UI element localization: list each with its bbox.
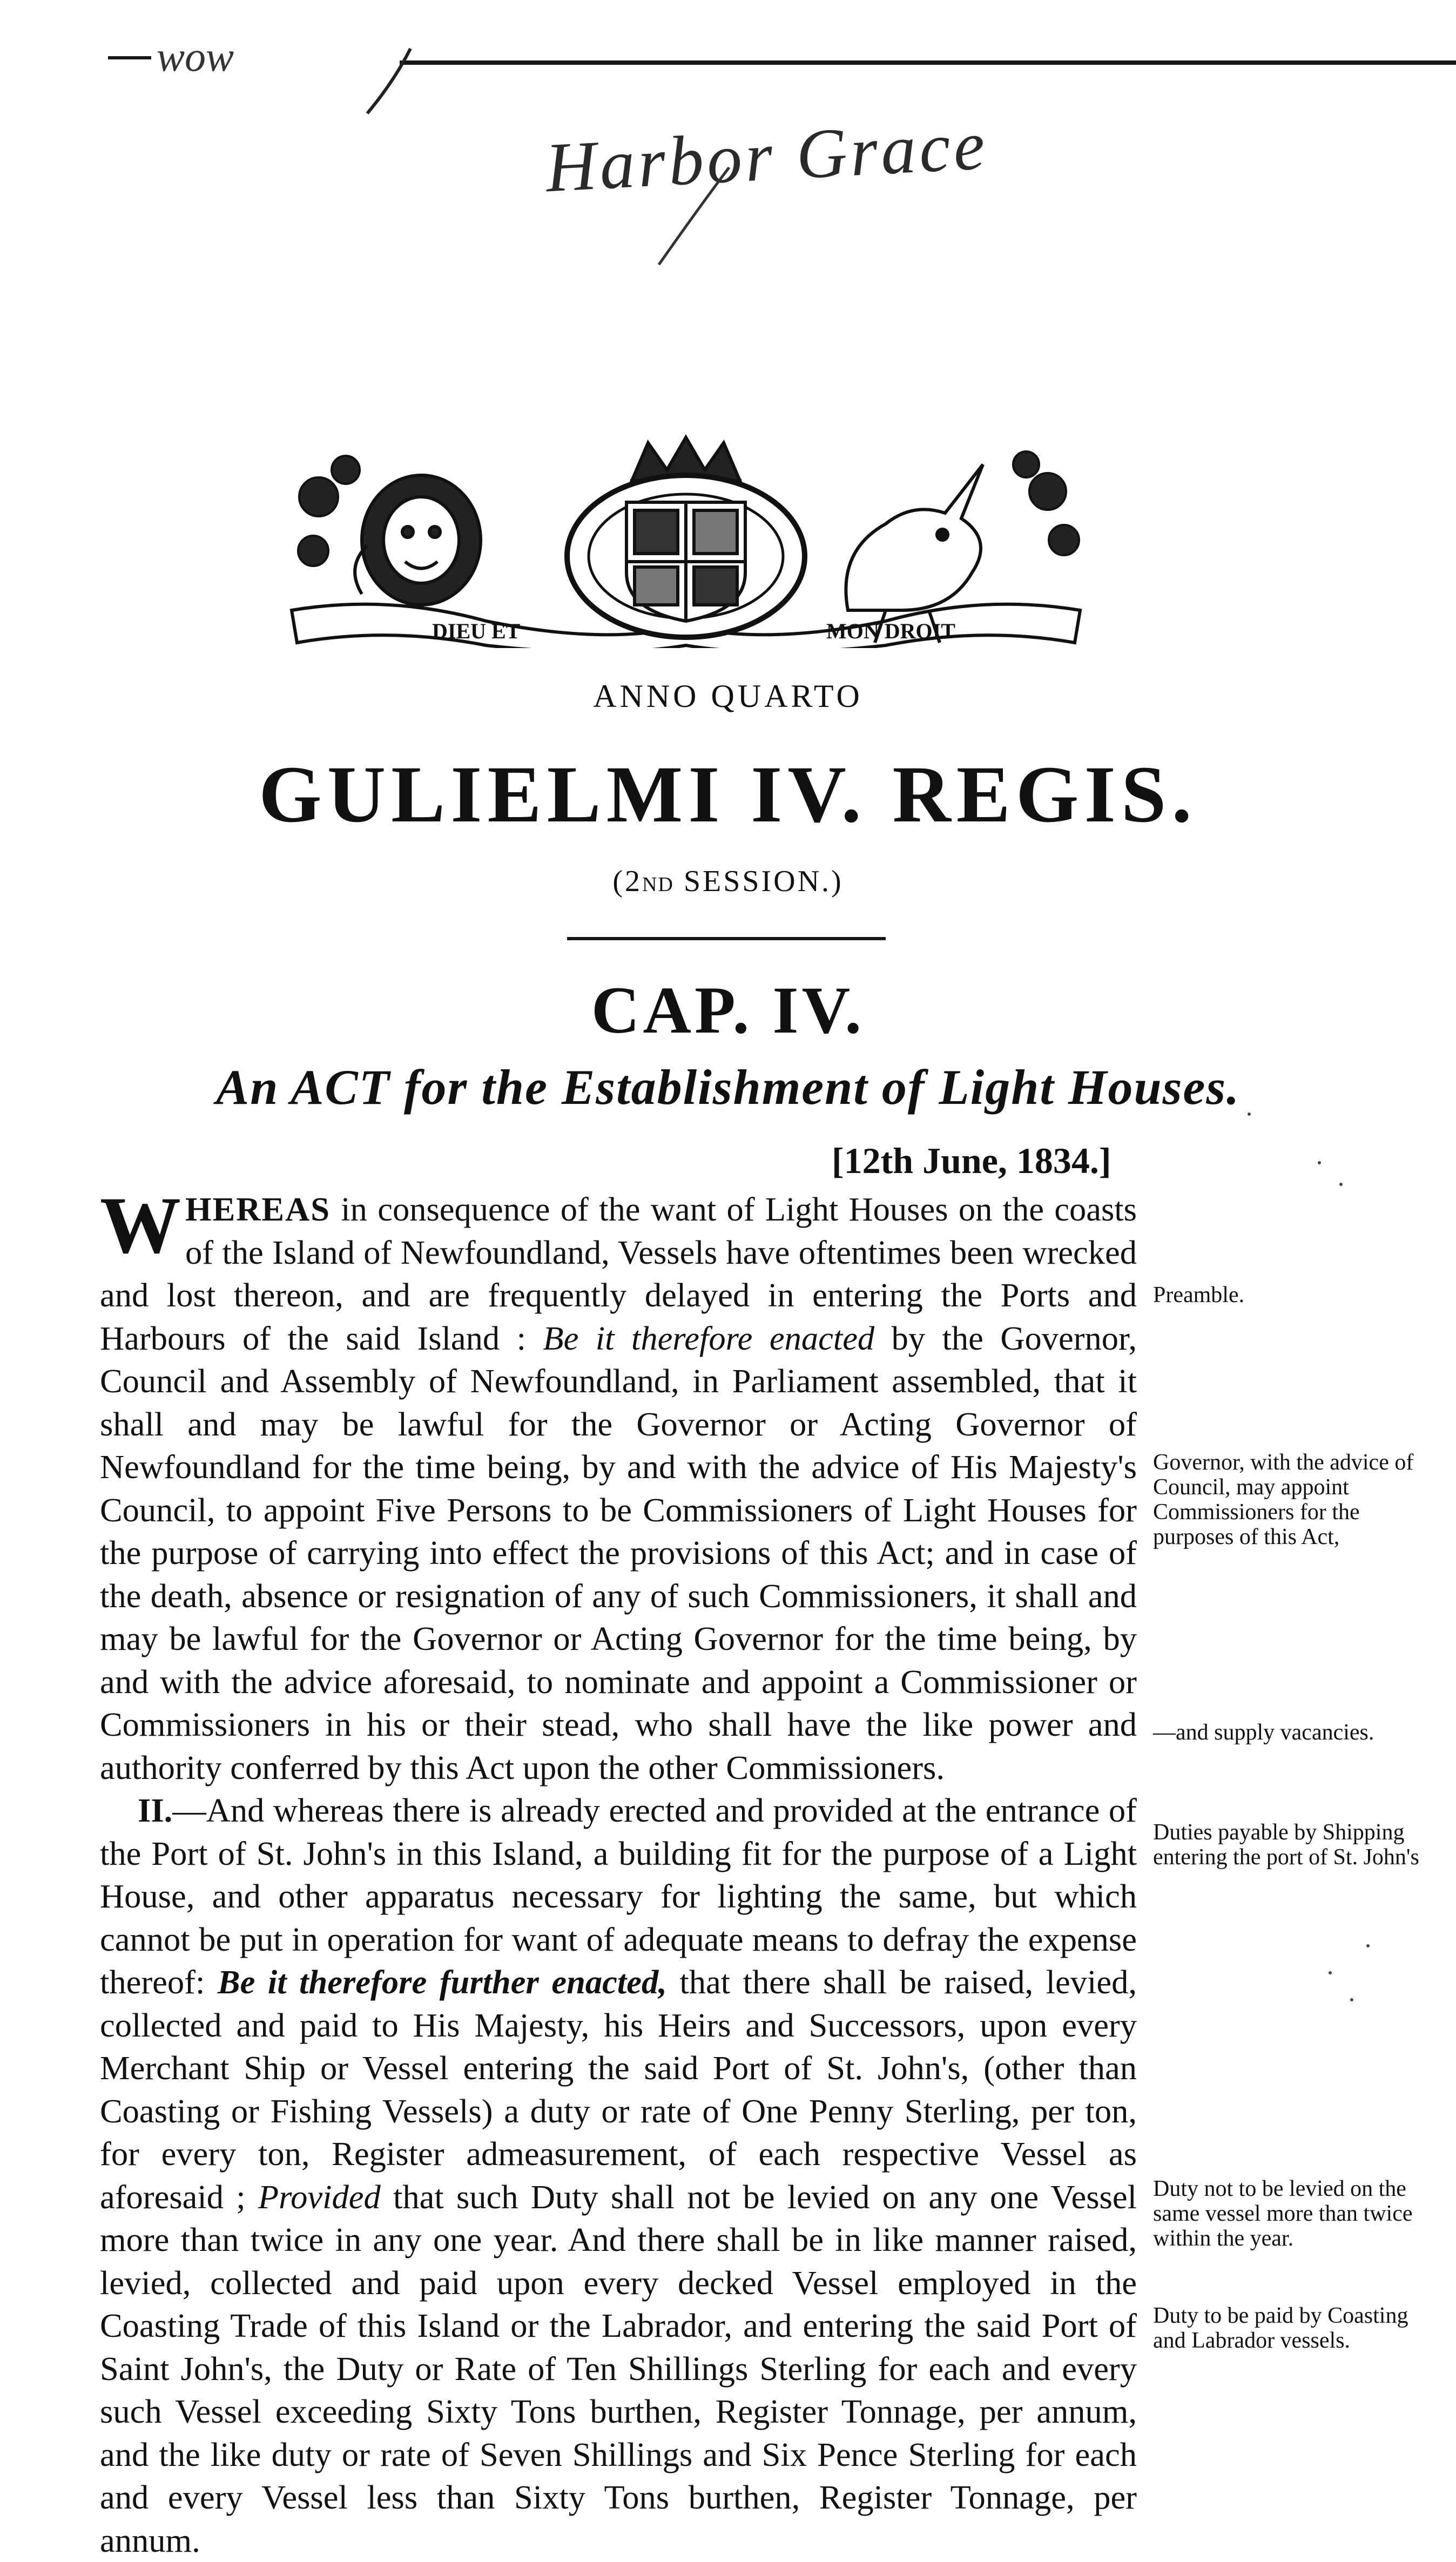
margin-note-coasting-duty: Duty to be paid by Coasting and Labrador vessels. bbox=[1153, 2303, 1408, 2353]
margin-note-duty-limit: Duty not to be levied on the same vessel more than twice within the year. bbox=[1153, 2176, 1413, 2251]
para2-text-b: that there shall be raised, levied, collected and paid to His Majesty, his Heirs and Successors, upon every Merchant Ship or Vessel entering the said Port of St. John's, (other than Coasting or Fishing Vessels) a duty or rate of One Penny Sterling, per ton, for every ton, Register admeasurement, of each respective Vessel as aforesaid ; bbox=[100, 1963, 1137, 2216]
session-open: (2 bbox=[612, 865, 642, 898]
para1-text-a: in consequence of the want of Light Houses on the coasts of the Island of Newfoundland, Vessels have oftentimes been wrecked and lost thereon, and are frequently delayed in entering the Ports and Harbours of the said Island : bbox=[100, 1190, 1137, 1357]
margin-note-supply: —and supply vacancies. bbox=[1153, 1720, 1374, 1745]
scan-speck bbox=[1318, 1161, 1321, 1164]
scan-speck bbox=[1248, 1113, 1251, 1116]
scan-speck bbox=[1329, 1971, 1332, 1974]
anno-heading: ANNO QUARTO bbox=[593, 678, 863, 714]
para2-text-a: —And whereas there is already erected and provided at the entrance of the Port of St. John's in this Island, a building fit for the purpose of a Light House, and other apparatus necessary for lighting the same, but which cannot be put in operation for want of adequate means to defray the expense thereof: bbox=[100, 1791, 1137, 2001]
chapter-heading: CAP. IV. bbox=[591, 973, 865, 1047]
scan-speck bbox=[1339, 1183, 1343, 1186]
act-body bbox=[100, 1181, 1137, 2562]
title-divider bbox=[567, 937, 886, 940]
session-close: SESSION.) bbox=[673, 865, 844, 898]
lion-supporter bbox=[355, 475, 481, 605]
enactment-date: [12th June, 1834.] bbox=[832, 1140, 1111, 1181]
para2-enacting-clause: Be it therefore further enacted, bbox=[217, 1963, 667, 2001]
margin-note-governor: Governor, with the advice of Council, may appoint Commissioners for the purposes of this Act, bbox=[1153, 1450, 1414, 1549]
margin-note-preamble: Preamble. bbox=[1153, 1283, 1245, 1307]
shield bbox=[626, 502, 745, 621]
scan-speck bbox=[1366, 1944, 1370, 1947]
scan-speck bbox=[1350, 1998, 1353, 2001]
para1-text-b: by the Governor, Council and Assembly of Newfoundland, in Parliament assembled, that it shall and may be lawful for the Governor or Acting Governor of Newfoundland for the time being, by and with the advice of His Majesty's Council, to appoint Five Persons to be Commissioners of Light Houses for the purpose of carrying into effect the provisions of this Act; and in case of the death, absence or resignation of any of such Commissioners, it shall and may be lawful for the Governor or Acting Governor for the time being, by and with the advice aforesaid, to nominate and appoint a Commissioner or Commissioners in his or their stead, who shall have the like power and authority conferred by this Act upon the other Commissioners. bbox=[100, 1319, 1137, 1786]
handwritten-note: Harbor Grace bbox=[543, 106, 990, 207]
paragraph-section-ii bbox=[100, 1789, 1137, 2562]
header-dash bbox=[108, 56, 151, 59]
para2-text-c: that such Duty shall not be levied on any one Vessel more than twice in any one year. And there shall be in like manner raised, levied, collected and paid upon every decked Vessel employed in the Coasting Trade of this Island or the Labrador, and entering the said Port of Saint John's, the Duty or Rate of Ten Shillings Sterling for each and every such Vessel exceeding Sixty Tons burthen, Register Tonnage, per annum, and the like duty or rate of Seven Shillings and Six Pence Sterling for each and every Vessel less than Sixty Tons burthen, Register Tonnage, per annum. bbox=[100, 2177, 1137, 2559]
session-ordinal: ND bbox=[642, 873, 674, 896]
handwritten-stroke bbox=[356, 43, 421, 119]
margin-note-duties: Duties payable by Shipping entering the port of St. John's bbox=[1153, 1820, 1419, 1870]
act-title: An ACT for the Establishment of Light Houses. bbox=[215, 1060, 1241, 1115]
para2-proviso: Provided bbox=[258, 2177, 381, 2216]
motto-right: MON DROIT bbox=[826, 619, 955, 643]
para1-enacting-clause: Be it therefore enacted bbox=[543, 1319, 875, 1357]
session-heading bbox=[0, 864, 1456, 899]
section-numeral: II. bbox=[138, 1791, 173, 1829]
royal-coat-of-arms-icon bbox=[281, 432, 1091, 648]
header-scrawl: wow bbox=[157, 33, 234, 80]
handwritten-flourish bbox=[648, 162, 734, 270]
lead-word: HEREAS bbox=[185, 1190, 331, 1228]
header-rule bbox=[400, 60, 1456, 65]
paragraph-preamble bbox=[100, 1181, 1137, 1789]
reign-heading: GULIELMI IV. REGIS. bbox=[259, 750, 1197, 839]
motto-left: DIEU ET bbox=[432, 619, 521, 643]
drop-cap: W bbox=[100, 1181, 181, 1270]
